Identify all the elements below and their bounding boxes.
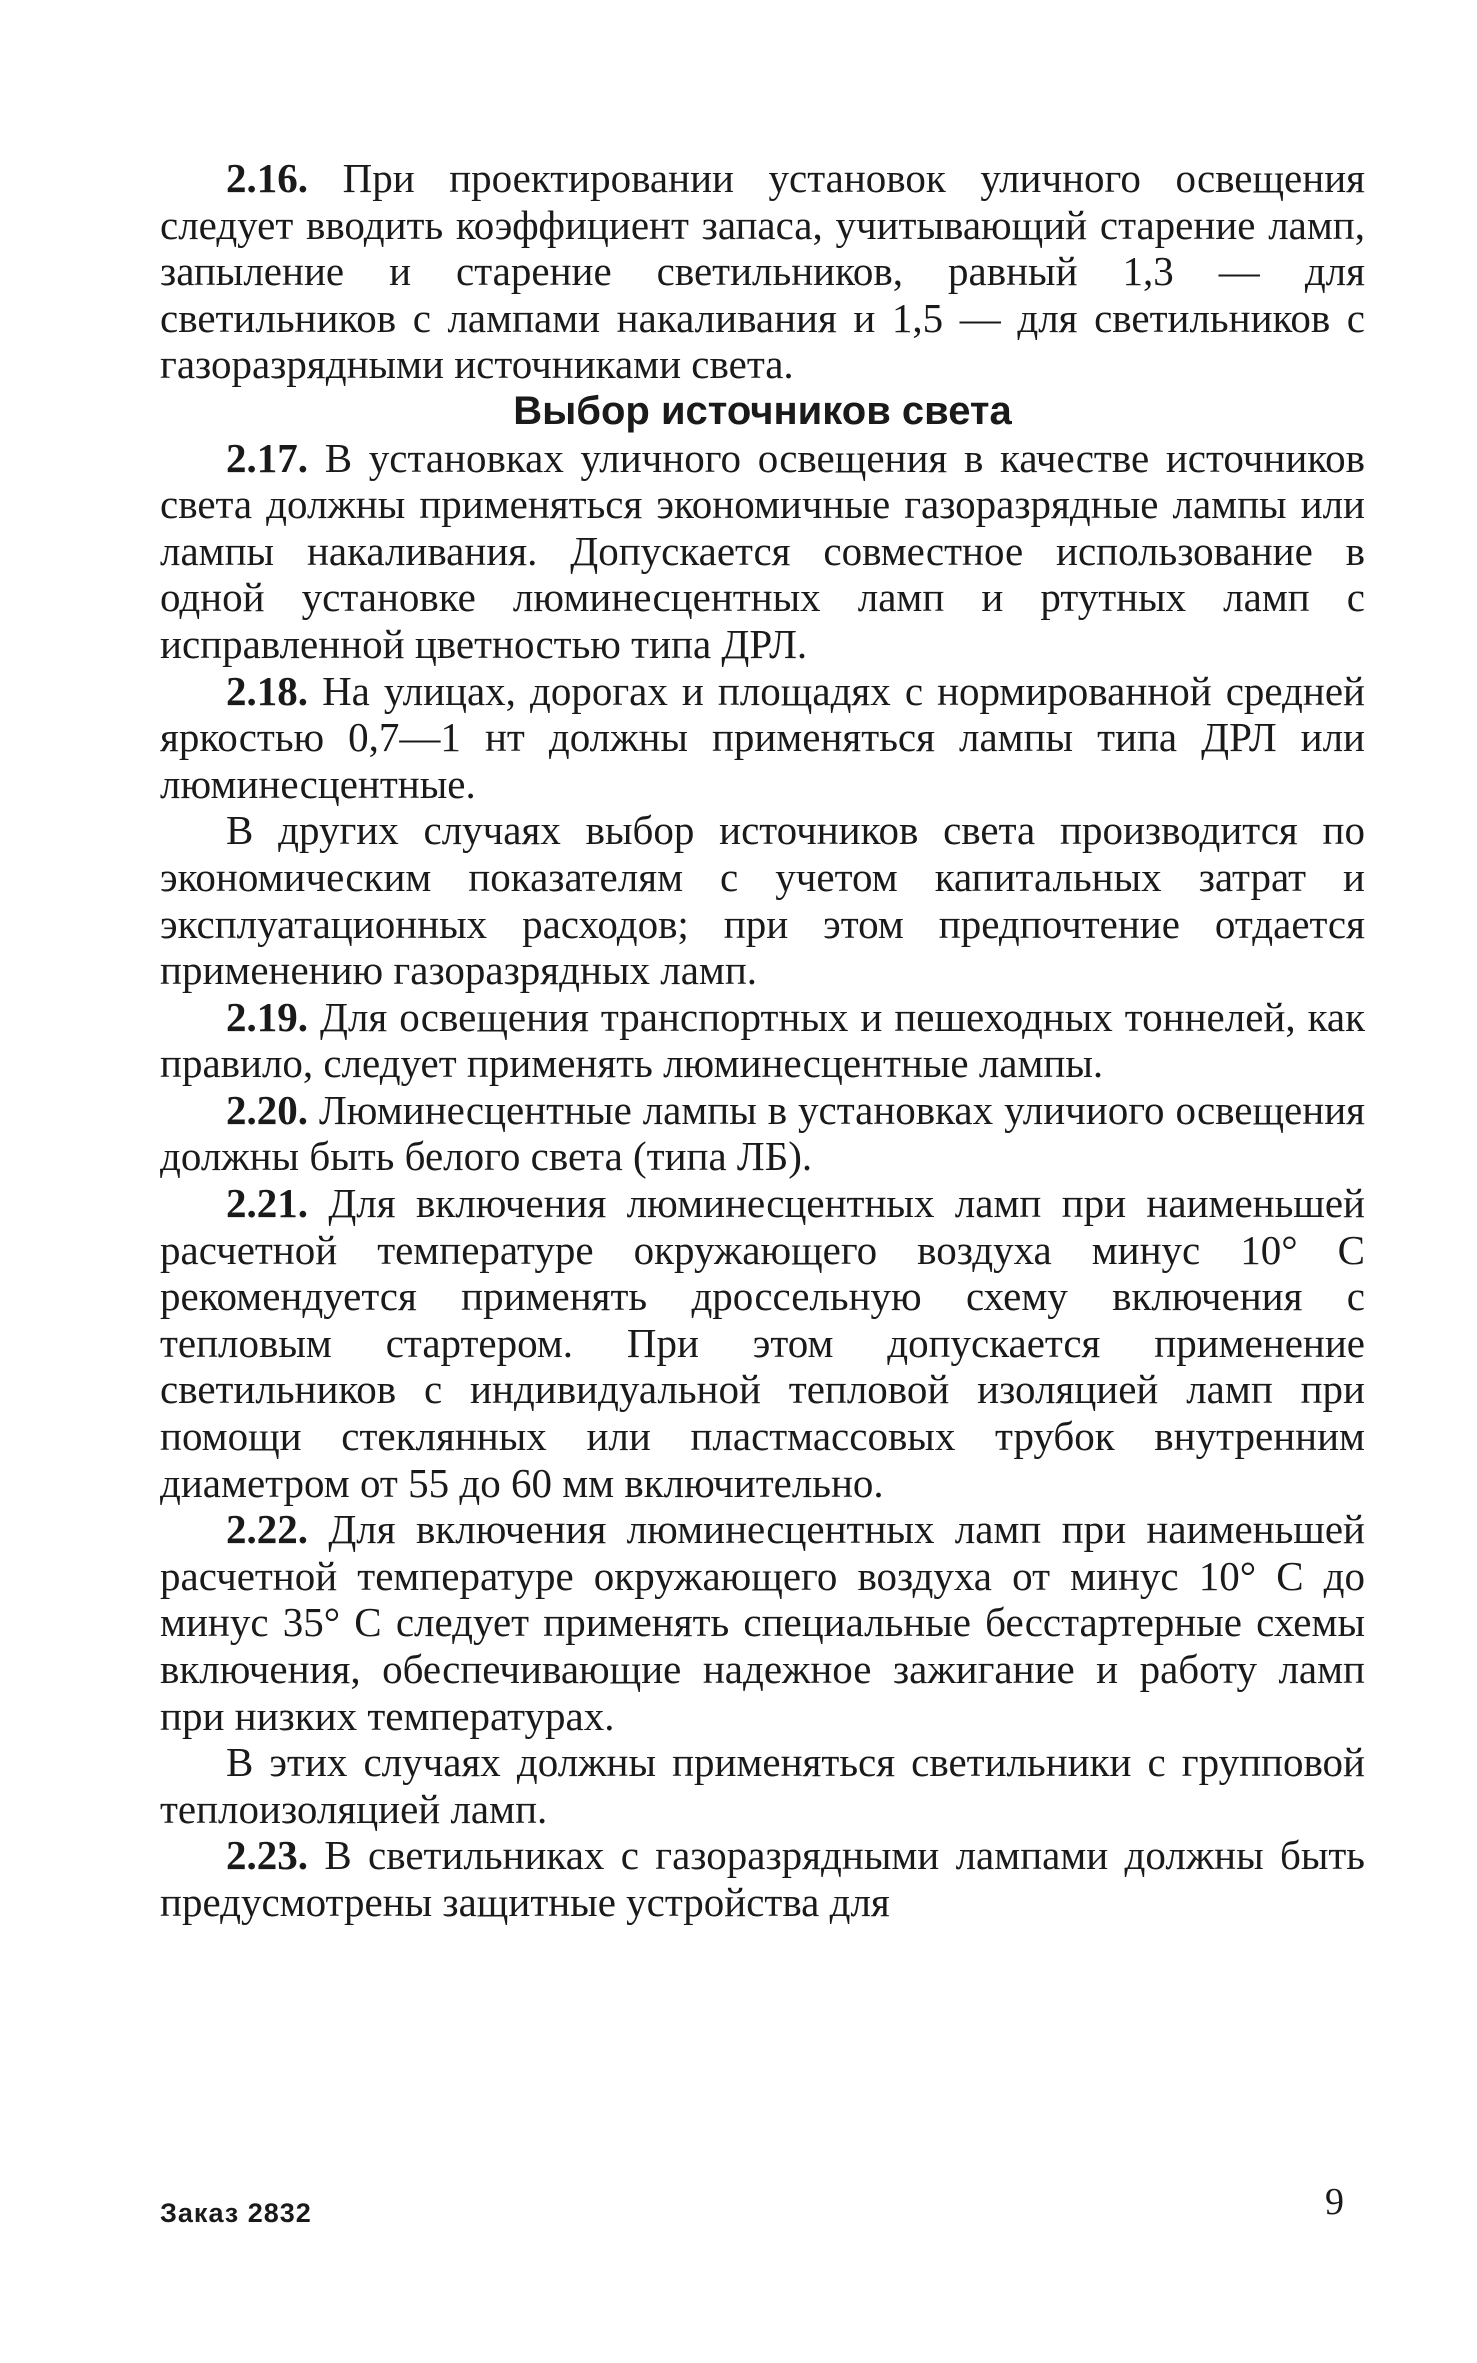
paragraph-2-18 [160, 668, 1365, 808]
order-note: Заказ 2832 [160, 2198, 312, 2228]
clause-number: 2.16. [226, 155, 308, 201]
clause-number: 2.20. [226, 1086, 308, 1133]
paragraph-2-17 [160, 435, 1365, 668]
paragraph-2-19 [160, 994, 1365, 1087]
paragraph-2-16 [160, 155, 1365, 388]
paragraph-2-22 [160, 1506, 1365, 1739]
clause-text: Для включения люминесцентных ламп при наименьшей расчетной температуре окружающего воздуха от минус 10° С до минус 35° С следует применять специальные бесстартерные схемы включения, обеспечивающие надежное зажигание и работу ламп при низких температурах. [160, 1506, 1365, 1739]
clause-number: 2.18. [226, 667, 308, 714]
clause-text: Для включения люминесцентных ламп при наименьшей расчетной температуре окружающего воздуха минус 10° С рекомендуется применять дроссельную схему включения с тепловым стартером. При этом допускается применение светильников с индивидуальной тепловой изоляцией ламп при помощи стеклянных или пластмассовых трубок внутренним диаметром от 55 до 60 мм включительно. [160, 1180, 1365, 1506]
clause-text: В других случаях выбор источников света производится по экономическим показателям с учетом капитальных затрат и эксплуатационных расходов; при этом предпочтение отдается применению газоразрядных ламп. [160, 807, 1365, 994]
paragraph-2-23 [160, 1832, 1365, 1925]
body-text [160, 155, 1365, 1926]
clause-number: 2.19. [226, 993, 308, 1040]
clause-text: В установках уличного освещения в качестве источников света должны применяться экономичные газоразрядные лампы или лампы накаливания. Допускается совместное использование в одной установке люминесцентных ламп и ртутных ламп с исправленной цветностью типа ДРЛ. [160, 434, 1365, 667]
page-number: 9 [1325, 2181, 1344, 2223]
section-heading: Выбор источников света [513, 388, 1012, 433]
clause-number: 2.21. [226, 1180, 308, 1227]
clause-text: Для освещения транспортных и пешеходных тоннелей, как правило, следует применять люминесцентные лампы. [160, 993, 1366, 1087]
clause-text: При проектировании установок уличного освещения следует вводить коэффициент запаса, учитывающий старение ламп, запыление и старение светильников, равный 1,3 — для светильников с лампами накаливания и 1,5 — для светильников с газоразрядными источниками света. [160, 155, 1365, 388]
paragraph-2-21 [160, 1180, 1365, 1506]
clause-number: 2.17. [226, 434, 308, 481]
paragraph-2-20 [160, 1087, 1365, 1180]
paragraph-2-22-cont [160, 1739, 1365, 1832]
clause-text: В этих случаях должны применяться светильники с групповой теплоизоляцией ламп. [160, 1739, 1365, 1832]
clause-text: В светильниках с газоразрядными лампами должны быть предусмотрены защитные устройства для [160, 1832, 1365, 1925]
clause-text: На улицах, дорогах и площадях с нормированной средней яркостью 0,7—1 нт должны применяться лампы типа ДРЛ или люминесцентные. [160, 667, 1366, 807]
clause-number: 2.22. [226, 1506, 308, 1553]
clause-text: Люминесцентные лампы в установках уличиого освещения должны быть белого света (типа ЛБ). [160, 1086, 1365, 1180]
clause-number: 2.23. [226, 1832, 308, 1879]
paragraph-2-18-cont [160, 807, 1365, 993]
